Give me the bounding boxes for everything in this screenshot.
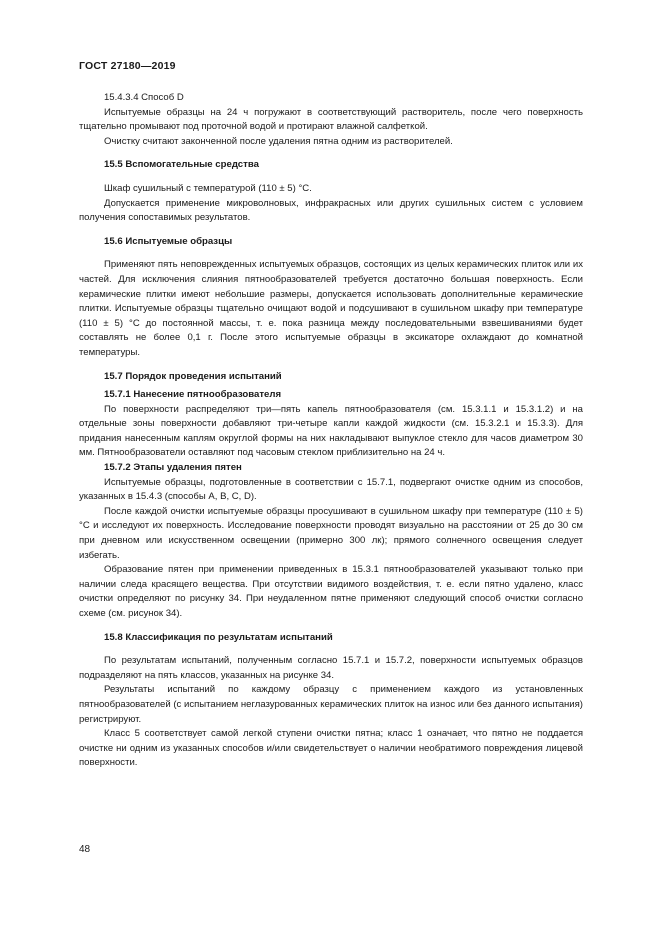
document-code-header: ГОСТ 27180—2019 <box>79 60 176 72</box>
paragraph: По результатам испытаний, полученным согласно 15.7.1 и 15.7.2, поверхности испытуемых образцов подразделяют на пять классов, указанных на рисунке 34. <box>79 655 583 681</box>
section-heading-15-7: 15.7 Порядок проведения испытаний <box>104 370 282 382</box>
paragraph: Очистку считают законченной после удаления пятна одним из растворителей. <box>104 135 453 147</box>
paragraph: Шкаф сушильный с температурой (110 ± 5) °С. <box>104 182 312 194</box>
paragraph: Испытуемые образцы на 24 ч погружают в соответствующий растворитель, после чего поверхность тщательно промывают под проточной водой и протирают влажной салфеткой. <box>79 106 583 133</box>
paragraph: Класс 5 соответствует самой легкой ступени очистки пятна; класс 1 означает, что пятно не поддается очистке ни одним из указанных способов и/или свидетельствует о наличии необратимого повреждения лицевой поверхности. <box>79 728 583 769</box>
paragraph: После каждой очистки испытуемые образцы просушивают в сушильном шкафу при температуре (110 ± 5) °С и исследуют их поверхность. Исследование поверхности проводят визуально на расстоянии от 25 до 30 см при дневном или искусственном освещении (примерно 300 лк); прямого солнечного освещения следует избегать. <box>79 505 583 561</box>
subsection-heading-15-7-2: 15.7.2 Этапы удаления пятен <box>104 462 242 474</box>
section-heading-15-5: 15.5 Вспомогательные средства <box>104 159 259 171</box>
subsection-title-15-4-3-4: 15.4.3.4 Способ D <box>104 92 184 103</box>
paragraph: Испытуемые образцы, подготовленные в соответствии с 15.7.1, подвергают очистке одним из способов, указанных в 15.4.3 (способы А, В, С, D). <box>79 476 583 503</box>
subsection-heading-15-7-1: 15.7.1 Нанесение пятнообразователя <box>104 389 282 401</box>
section-heading-15-6: 15.6 Испытуемые образцы <box>104 235 233 247</box>
paragraph: Образование пятен при применении приведенных в 15.3.1 пятнообразователей указывают только при наличии следа красящего вещества. При отсутствии видимого воздействия, т. е. если пятно удалено, класс очистки определяют по рисунку 34. При неудаленном пятне применяют следующий способ очистки согласно схеме (см. рисунок 34). <box>79 564 583 619</box>
paragraph: Применяют пять неповрежденных испытуемых образцов, состоящих из целых керамических плиток или их частей. Для исключения слияния пятнообразователей требуется достаточно большая поверхность. Если керамические плитки имеют небольшие размеры, допускается использовать дополнительные керамические плитки. Испытуемые образцы тщательно очищают водой и подсушивают в сушильном шкафу при температуре (110 ± 5) °С до постоянной массы, т. е. пока разница между последовательными взвешиваниями будет составлять не более 0,1 г. После этого испытуемые образцы в эксикаторе охлаждают до комнатной температуры. <box>79 259 583 358</box>
paragraph: Результаты испытаний по каждому образцу с применением каждого из установленных пятнообразователей (с испытанием неглазурованных керамических плиток на износ или без данного испытания) регистрируют. <box>79 684 583 725</box>
page-body <box>79 91 583 771</box>
section-heading-15-8: 15.8 Классификация по результатам испытаний <box>104 631 333 643</box>
paragraph: По поверхности распределяют три—пять капель пятнообразователя (см. 15.3.1.1 и 15.3.1.2) и на отдельные зоны поверхности добавляют три-четыре капли каждой жидкости (см. 15.3.2.1 и 15.3.3). Для придания нанесенным каплям округлой формы на них накладывают выпуклое стекло для часов диаметром 30 мм. Пятнообразователи оставляют под часовым стеклом приблизительно на 24 ч. <box>79 403 583 459</box>
paragraph: Допускается применение микроволновых, инфракрасных или других сушильных систем с условием получения сопоставимых результатов. <box>79 197 583 224</box>
page-number: 48 <box>79 844 91 855</box>
